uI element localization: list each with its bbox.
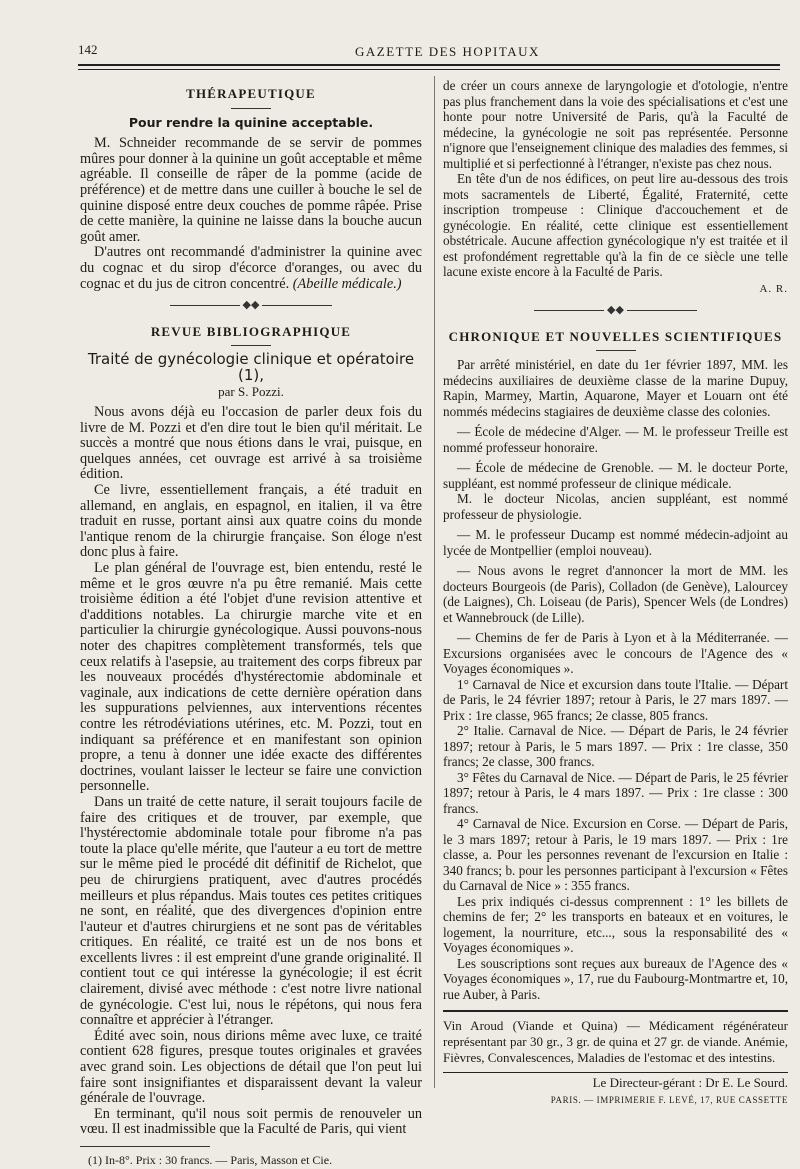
- short-rule: [596, 350, 636, 351]
- paragraph: 3° Fêtes du Carnaval de Nice. — Départ de Paris, le 25 février 1897; retour à Paris, le 4 mars 1897. — Prix : 1re classe : 300 francs.: [443, 769, 788, 816]
- paragraph: En terminant, qu'il nous soit permis de renouveler un vœu. Il est inadmissible que la Faculté de Paris, qui vient: [80, 1105, 422, 1138]
- paragraph: M. le docteur Nicolas, ancien suppléant, est nommé professeur de physiologie.: [443, 491, 788, 522]
- paragraph: M. Schneider recommande de se servir de pommes mûres pour donner à la quinine un goût acceptable et même agréable. Il conseille de râper de la pomme (acide de préférence) et de mettre dans une cuiller à bouche le sel de quinine disposé entre deux couches de pomme râpée. Prise de cette manière, la quinine ne laisse dans la bouche aucun goût amer.: [80, 135, 422, 245]
- section-heading-chronique: CHRONIQUE ET NOUVELLES SCIENTIFIQUES: [448, 328, 783, 344]
- paragraph: Par arrêté ministériel, en date du 1er février 1897, MM. les médecins auxiliaires de deuxième classe de la marine Dupuy, Rapin, Marmey, Martin, Aquarone, Mayer et Louarn ont été nommés médecins stagiaires de deuxième classe des colonies.: [443, 357, 788, 419]
- paragraph: 2° Italie. Carnaval de Nice. — Départ de Paris, le 24 février 1897; retour à Paris, le 5 mars 1897. — Prix : 1re classe, 350 francs; 2e classe, 300 francs.: [443, 723, 788, 769]
- paragraph: de créer un cours annexe de laryngologie et d'otologie, n'entre pas plus franchement dans la voie des spécialisations et c'est une honte pour notre Université de Paris, qu'à la Faculté de médecine, la gynécologie ne soit pas représentée. Personne n'ignore que l'enseignement clinique des maladies des femmes, si multiplié et si perfectionné à l'étranger, n'existe pas chez nous.: [443, 78, 788, 171]
- paragraph: Ce livre, essentiellement français, a été traduit en allemand, en anglais, en espagnol, en italien, il va être traduit en russe, portant ainsi aux quatre coins du monde l'antique renom de la chirurgie française. Son éloge n'est donc plus à faire.: [80, 482, 422, 561]
- page-number: 142: [78, 42, 98, 57]
- paragraph: — Nous avons le regret d'annoncer la mort de MM. les docteurs Bourgeois (de Paris), Colladon (de Genève), Lalourcey (de Laignes), Ch. Loiseau (de Paris), Spencer Wels (de Londres) et Wannebrouck (de Lille).: [443, 563, 788, 625]
- paragraph: Dans un traité de cette nature, il serait toujours facile de faire des critiques et de trouver, par exemple, que l'hystérectomie abdominale totale pour fibrome n'a pas toute la place qu'elle mérite, que l'auteur a eu tort de mettre sur le même pied le procédé dit définitif de Richelot, que peu de chirurgiens pratiquent, avec d'autres procédés meilleurs et plus répandus. Mais toutes ces petites critiques ne sont, en réalité, que des divergences d'opinion entre l'auteur et d'autres chirurgiens et ne sont pas de véritables critiques. En réalité, ce traité est un de nos bons et excellents livres : il est empreint d'une grande originalité. Il contient tout ce qui intéresse la gynécologie; il est écrit clairement, divisé avec méthode : c'est notre livre national de gynécologie. C'est lui, nous le répétons, qui nous fera connaître et apprécier à l'étranger.: [80, 793, 422, 1029]
- header-rule-thin: [78, 69, 780, 70]
- paragraph: D'autres ont recommandé d'administrer la quinine avec du cognac et du sirop d'écorce d'oranges, ou avec du cognac et du jus de citron concentré. (Abeille médicale.): [80, 244, 422, 292]
- advertisement-rule: [443, 1010, 788, 1012]
- header-rule: [78, 64, 780, 66]
- short-rule: [231, 345, 271, 346]
- paragraph: Les souscriptions sont reçues aux bureaux de l'Agence des « Voyages économiques », 17, rue du Faubourg-Montmartre et, 10, rue Auber, à Paris.: [443, 955, 788, 1002]
- short-rule: [231, 108, 271, 109]
- ornament-divider: ◆◆: [80, 298, 422, 314]
- article-subheading: Pour rendre la quinine acceptable.: [128, 114, 374, 130]
- journal-title: GAZETTE DES HOPITAUX: [355, 44, 540, 59]
- section-heading-therapeutique: THÉRAPEUTIQUE: [186, 86, 316, 101]
- section-heading-revue: REVUE BIBLIOGRAPHIQUE: [150, 323, 352, 339]
- footnote-rule: [80, 1146, 210, 1147]
- author-signature: A. R.: [759, 282, 788, 295]
- ornament-divider: ◆◆: [443, 303, 788, 319]
- paragraph: Nous avons déjà eu l'occasion de parler deux fois du livre de M. Pozzi et d'en dire tout le bien qu'il méritait. Le succès a montré que nous étions dans le vrai, puisque, en quelques années, cet ouvrage est arrivé à sa troisième édition.: [80, 404, 422, 483]
- source-citation: (Abeille médicale.): [292, 275, 402, 292]
- right-column: [443, 78, 788, 1108]
- book-author: par S. Pozzi.: [218, 383, 284, 399]
- paragraph: Les prix indiqués ci-dessus comprennent : 1° les billets de chemins de fer; 2° les transports en bateaux et en voitures, le logement, la nourriture, etc..., sous la responsabilité des « Voyages économiques ».: [443, 893, 788, 955]
- footnote: (1) In-8°. Prix : 30 francs. — Paris, Masson et Cie.: [88, 1153, 333, 1167]
- advertisement: Vin Aroud (Viande et Quina) — Médicament régénérateur représentant par 30 gr., 3 gr. de quina et 27 gr. de viande. Anémie, Fièvres, Convalescences, Maladies de l'estomac et des intestins.: [443, 1018, 788, 1065]
- paragraph: — M. le professeur Ducamp est nommé médecin-adjoint au lycée de Montpellier (emploi nouveau).: [443, 527, 788, 558]
- paragraph: Le plan général de l'ouvrage est, bien entendu, resté le même et le gros œuvre n'a pu être remanié. Mais cette troisième édition a été l'objet d'une revision attentive et d'additions notables. La chirurgie marche vite et en particulier la chirurgie gynécologique. Aussi pouvons-nous noter des chapitres complètement transformés, tels que ceux relatifs à l'asepsie, au traitement des corps fibreux par les nouveaux procédés d'hystérectomie abdominale et vaginale, aux indications de cette dernière opération dans les suppurations pelviennes, aux interventions récentes contre les rétrodéviations utérines, etc. M. Pozzi, tout en indiquant sa préférence et en manifestant son opinion propre, a tenu à donner une idée exacte des différentes doctrines, voulant laisser le lecteur se faire une conviction personnelle.: [80, 560, 422, 795]
- paragraph: — École de médecine d'Alger. — M. le professeur Treille est nommé professeur honoraire.: [443, 424, 788, 455]
- paragraph: — Chemins de fer de Paris à Lyon et à la Méditerranée. — Excursions organisées avec le concours de l'Agence des « Voyages économiques ».: [443, 630, 788, 676]
- book-title: Traité de gynécologie clinique et opératoire (1),: [87, 350, 415, 384]
- director-line: Le Directeur-gérant : Dr E. Le Sourd.: [592, 1075, 788, 1090]
- column-divider: [434, 76, 435, 1088]
- left-column: [80, 78, 422, 1169]
- paragraph: 4° Carnaval de Nice. Excursion en Corse. — Départ de Paris, le 3 mars 1897; retour à Paris, le 19 mars 1897. — Prix : 1re classe, a. Pour les personnes revenant de l'excursion en Italie : 340 francs; b. pour les personnes participant à l'excursion « Fêtes du Carnaval de Nice » : 355 francs.: [443, 816, 788, 893]
- paragraph: Édité avec soin, nous dirions même avec luxe, ce traité contient 628 figures, presque toutes originales et gravées avec grand soin. Les objections de détail que l'on peut lui faire sont insignifiantes et disparaissent devant la valeur générale de l'ouvrage.: [80, 1027, 422, 1107]
- paragraph: 1° Carnaval de Nice et excursion dans toute l'Italie. — Départ de Paris, le 24 février 1897; retour à Paris, le 27 mars 1897. — Prix : 1re classe, 965 francs; 2e classe, 805 francs.: [443, 676, 788, 723]
- director-rule: [443, 1072, 788, 1073]
- printer-line: PARIS. — IMPRIMERIE F. LEVÉ, 17, RUE CASSETTE: [550, 1094, 788, 1105]
- paragraph: En tête d'un de nos édifices, on peut lire au-dessous des trois mots sacramentels de Liberté, Égalité, Fraternité, cette inscription trompeuse : Clinique d'accouchement et de gynécologie. En réalité, cette clinique est essentiellement obstétricale. Aucune affection gynécologique n'y est traitée et il est profondément regrettable qu'à la fin de ce siècle une telle lacune existe encore à la Faculté de Paris.: [443, 171, 788, 279]
- paragraph: — École de médecine de Grenoble. — M. le docteur Porte, suppléant, est nommé professeur de clinique médicale.: [443, 460, 788, 491]
